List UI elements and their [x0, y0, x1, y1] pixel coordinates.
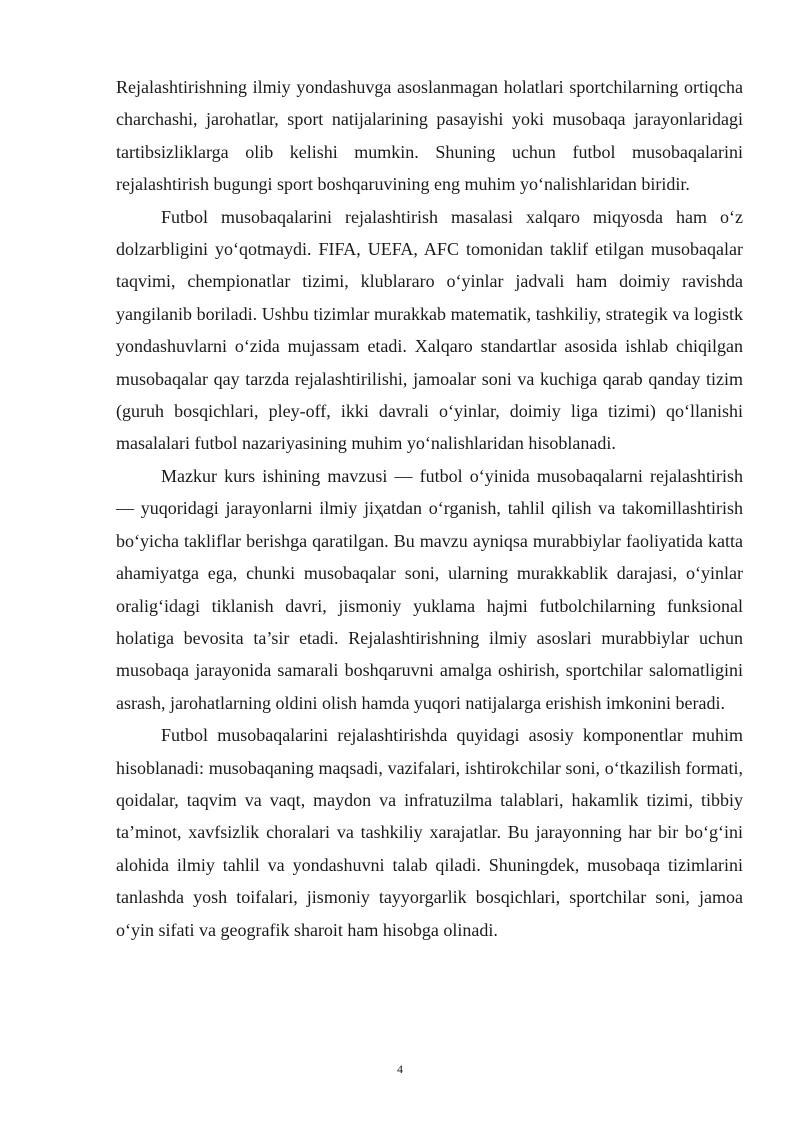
paragraph-2: Futbol musobaqalarini rejalashtirish masalasi xalqaro miqyosda ham o‘z dolzarbligini yo‘qotmaydi. FIFA, UEFA, AFC tomonidan taklif etilgan musobaqalar taqvimi, chempionatlar tizimi, klublararo o‘yinlar jadvali ham doimiy ravishda yangilanib boriladi. Ushbu tizimlar murakkab matematik, tashkiliy, strategik va logistk yondashuvlarni o‘zida mujassam etadi. Xalqaro standartlar asosida ishlab chiqilgan musobaqalar qay tarzda rejalashtirilishi, jamoalar soni va kuchiga qarab qanday tizim (guruh bosqichlari, pley-off, ikki davrali o‘yinlar, doimiy liga tizimi) qo‘llanishi masalalari futbol nazariyasining muhim yo‘nalishlaridan hisoblanadi.: [116, 206, 743, 454]
paragraph-1: Rejalashtirishning ilmiy yondashuvga asoslanmagan holatlari sportchilarning ortiqcha charchashi, jarohatlar, sport natijalarining pasayishi yoki musobaqa jarayonlaridagi tartibsizliklarga olib kelishi mumkin. Shuning uchun futbol musobaqalarini rejalashtirish bugungi sport boshqaruvining eng muhim yo‘nalishlaridan biridir.: [116, 77, 743, 195]
paragraph-3: Mazkur kurs ishining mavzusi — futbol o‘yinida musobaqalarni rejalashtirish — yuqoridagi jarayonlarni ilmiy jiҳatdan o‘rganish, tahlil qilish va takomillashtirish bo‘yicha takliflar berishga qaratilgan. Bu mavzu ayniqsa murabbiylar faoliyatida katta ahamiyatga ega, chunki musobaqalar soni, ularning murakkablik darajasi, o‘yinlar oralig‘idagi tiklanish davri, jismoniy yuklama hajmi futbolchilarning funksional holatiga bevosita ta’sir etadi. Rejalashtirishning ilmiy asoslari murabbiylar uchun musobaqa jarayonida samarali boshqaruvni amalga oshirish, sportchilar salomatligini asrash, jarohatlarning oldini olish hamda yuqori natijalarga erishish imkonini beradi.: [116, 465, 743, 713]
paragraph-4: Futbol musobaqalarini rejalashtirishda quyidagi asosiy komponentlar muhim hisoblanadi: musobaqaning maqsadi, vazifalari, ishtirokchilar soni, o‘tkazilish formati, qoidalar, taqvim va vaqt, maydon va infratuzilma talablari, hakamlik tizimi, tibbiy ta’minot, xavfsizlik choralari va tashkiliy xarajatlar. Bu jarayonning har bir bo‘g‘ini alohida ilmiy tahlil va yondashuvni talab qiladi. Shuningdek, musobaqa tizimlarini tanlashda yosh toifalari, jismoniy tayyorgarlik bosqichlari, sportchilar soni, jamoa o‘yin sifati va geografik sharoit ham hisobga olinadi.: [116, 725, 743, 940]
body-text: [116, 71, 743, 946]
page-number: 4: [397, 1062, 403, 1076]
